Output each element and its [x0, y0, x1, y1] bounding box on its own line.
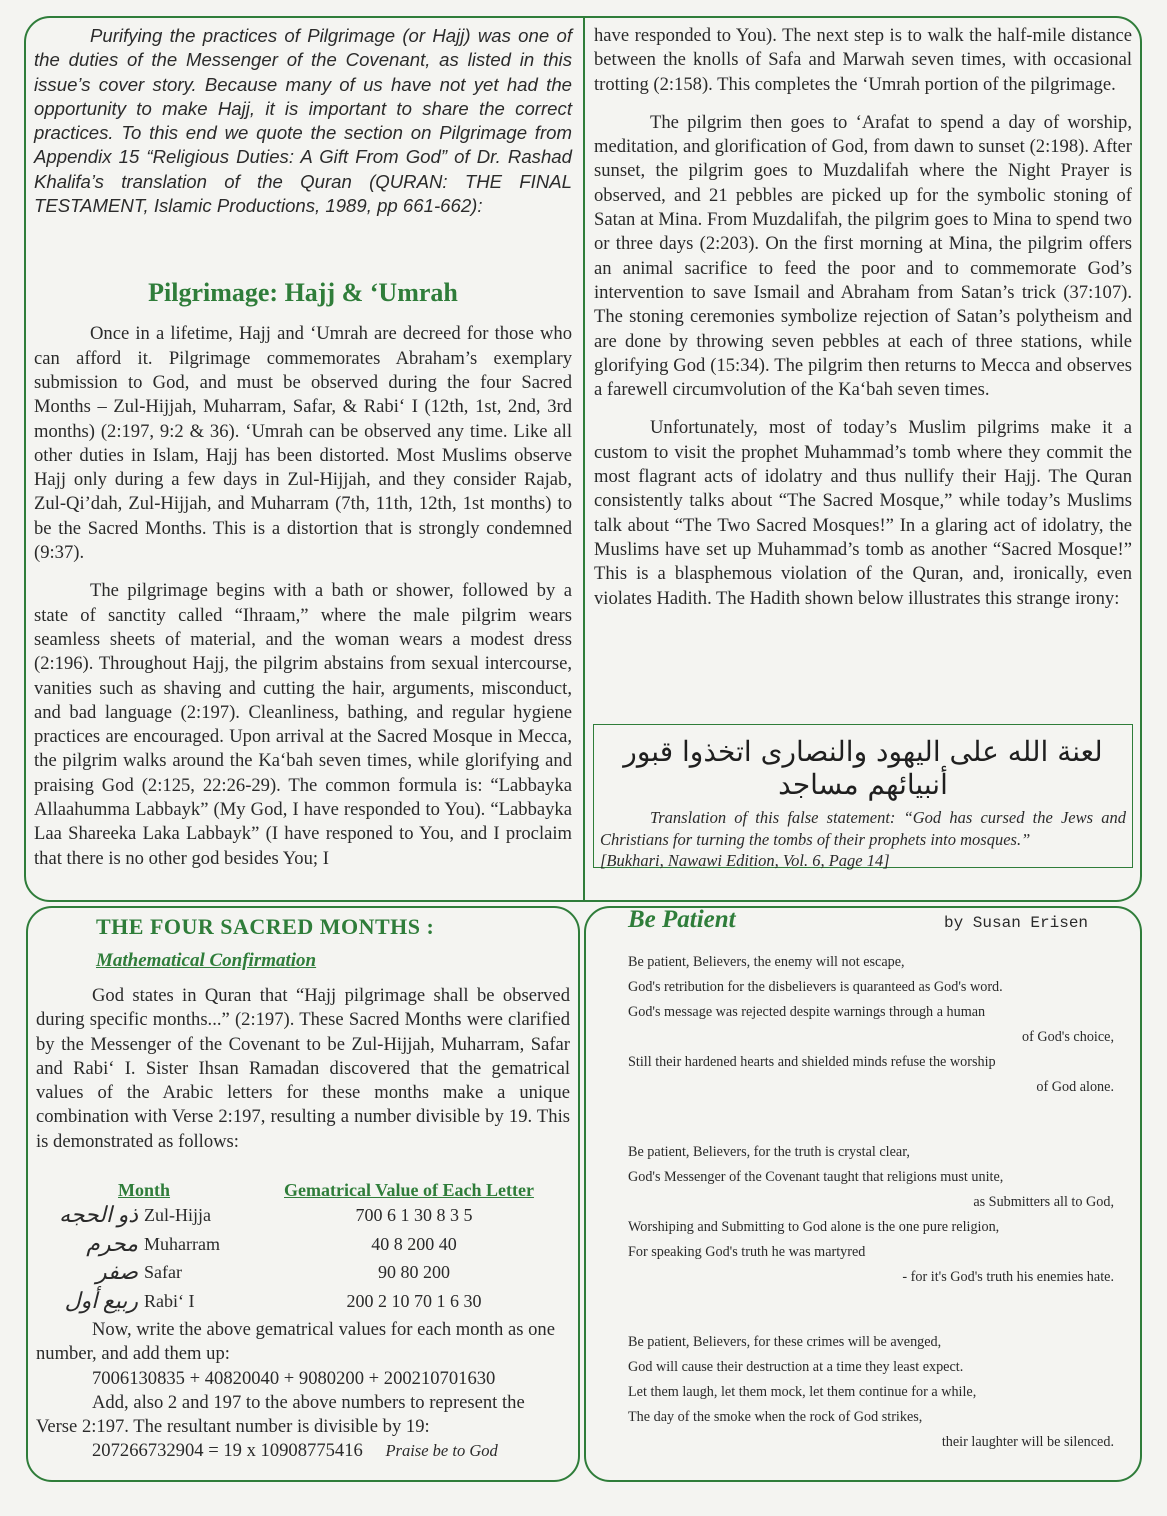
- calc-result-line: [36, 1439, 570, 1463]
- month-arabic: ذو الحجه: [59, 1202, 138, 1227]
- months-title: THE FOUR SACRED MONTHS :: [96, 914, 435, 939]
- column-divider: [583, 16, 585, 902]
- intro-paragraph: Purifying the practices of Pilgrimage (or Hajj) was one of the duties of the Messenger of the Covenant, as listed in this issue’s cover story. Because many of us have not yet had the opportunity to make Hajj, it is important to share the correct practices. To this end we quote the section on Pilgrimage from Appendix 15 “Religious Duties: A Gift From God” of Dr. Rashad Khalifa’s translation of the Quran (QURAN: THE FINAL TESTAMENT, Islamic Productions, 1989, pp 661-662):: [34, 25, 572, 217]
- month-value: 700 6 1 30 8 3 5: [355, 1205, 473, 1225]
- hadith-box: [593, 724, 1133, 868]
- month-name: Zul-Hijja: [144, 1205, 211, 1225]
- article-paragraph: The pilgrim then goes to ‘Arafat to spend a day of worship, meditation, and glorification of God, from dawn to sunset (2:198). After sunset, the pilgrim goes to Muzdalifah where the Night Prayer is observed, and 21 pebbles are picked up for the symbolic stoning of Satan at Mina. From Muzdalifah, the pilgrim goes to Mina to spend two or three days (2:203). On the first morning at Mina, the pilgrim offers an animal sacrifice to feed the poor and to commemorate God’s intervention to save Ismail and Abraham from Satan’s trick (37:107). The stoning ceremonies symbolize rejection of Satan’s polytheism and are done by throwing seven pebbles at each of three stations, while glorifying God (15:34). The pilgrim then returns to Mecca and observes a farewell circumvolution of the Ka‘bah seven times.: [594, 111, 1132, 401]
- poem-line: God's Messenger of the Covenant taught that religions must unite,: [628, 1169, 1004, 1185]
- month-arabic: صفر: [96, 1259, 138, 1284]
- poem-line: of God's choice,: [1022, 1029, 1114, 1045]
- calc-instruction: [36, 1318, 570, 1367]
- table-row: [36, 1258, 570, 1287]
- article-paragraph: Unfortunately, most of today’s Muslim pilgrims make it a custom to visit the prophet Muhammad’s tomb where they commit the most flagrant acts of idolatry and thus nullify their Hajj. The Quran consistently talks about “The Sacred Mosque,” while today’s Muslims talk about “The Two Sacred Mosques!” In a glaring act of idolatry, the Muslims have set up Muhammad’s tomb as another “Sacred Mosque!” This is a blasphemous violation of the Quran, and, ironically, even violates Hadith. The Hadith shown below illustrates this strange irony:: [594, 417, 1132, 609]
- left-column: [34, 24, 572, 885]
- poem-line: of God alone.: [1036, 1079, 1114, 1095]
- article-paragraph: have responded to You). The next step is to walk the half-mile distance between the knolls of Safa and Marwah seven times, with occasional trotting (2:158). This completes the ‘Umrah portion of the pilgrimage.: [594, 25, 1132, 95]
- stanza-gap: [628, 1100, 1128, 1140]
- month-value: 200 2 10 70 1 6 30: [346, 1290, 482, 1311]
- poem-line: God will cause their destruction at a time they least expect.: [628, 1359, 964, 1375]
- calc-sum: 7006130835 + 40820040 + 9080200 + 200210701630: [92, 1367, 496, 1389]
- month-value: 90 80 200: [378, 1262, 450, 1282]
- calc-text: Now, write the above gematrical values for each month as one number, and add them up:: [36, 1319, 555, 1365]
- poem-body: [628, 950, 1128, 1455]
- article-paragraph: Once in a lifetime, Hajj and ‘Umrah are decreed for those who can afford it. Pilgrimage commemorates Abraham’s exemplary submission to God, and must be observed during the four Sacred Months – Zul-Hijjah, Muharram, Safar, & Rabi‘ I (12th, 1st, 2nd, 3rd months) (2:197, 9:2 & 36). ‘Umrah can be observed any time. Like all other duties in Islam, Hajj has been distorted. Most Muslims observe Hajj only during a few days in Zul-Hijjah, and they consider Rajab, Zul-Qi’dah, Zul-Hijjah, and Muharram (7th, 11th, 12th, 1st months) to be the Sacred Months. This is a distortion that is strongly condemned (9:37).: [34, 323, 572, 564]
- months-paragraph: God states in Quran that “Hajj pilgrimage shall be observed during specific months...” (2:197). These Sacred Months were clarified by the Messenger of the Covenant to be Zul-Hijjah, Muharram, Safar and Rabi‘ I. Sister Ihsan Ramadan discovered that the gematrical values of the Arabic letters for these months make a unique combination with Verse 2:197, resulting a number divisible by 19. This is demonstrated as follows:: [36, 985, 570, 1152]
- praise-text: Praise be to God: [385, 1441, 498, 1461]
- month-table: [36, 1180, 570, 1315]
- poem-line: as Submitters all to God,: [973, 1194, 1114, 1210]
- stanza-gap: [628, 1290, 1128, 1330]
- poem-line: Worshiping and Submitting to God alone is the one pure religion,: [628, 1219, 1000, 1235]
- calc-result: 207266732904 = 19 x 10908775416: [92, 1440, 363, 1462]
- poem-line: Be patient, Believers, the enemy will not escape,: [628, 954, 905, 970]
- poem-line: God's retribution for the disbelievers is quaranteed as God's word.: [628, 979, 1003, 995]
- poem-line: The day of the smoke when the rock of God strikes,: [628, 1409, 923, 1425]
- article-title: Pilgrimage: Hajj & ‘Umrah: [148, 278, 458, 308]
- months-calculation: [36, 1318, 570, 1464]
- poem-author: by Susan Erisen: [944, 914, 1089, 932]
- month-header: Month: [118, 1180, 171, 1200]
- hadith-citation: [Bukhari, Nawawi Edition, Vol. 6, Page 14]: [600, 851, 890, 870]
- poem-line: their laughter will be silenced.: [941, 1434, 1114, 1450]
- poem-title: Be Patient: [628, 906, 736, 933]
- hadith-arabic: لعنة الله على اليهود والنصارى اتخذوا قبور أنبيائهم مساجد: [623, 735, 1103, 801]
- poem-line: Be patient, Believers, for these crimes will be avenged,: [628, 1334, 942, 1350]
- month-arabic: محرم: [86, 1230, 138, 1256]
- month-name: Rabi‘ I: [144, 1290, 195, 1311]
- value-header: Gematrical Value of Each Letter: [284, 1180, 534, 1200]
- month-name: Safar: [144, 1262, 182, 1282]
- poem-line: God's message was rejected despite warnings through a human: [628, 1004, 986, 1020]
- months-subtitle: Mathematical Confirmation: [96, 950, 317, 971]
- month-value: 40 8 200 40: [371, 1233, 457, 1254]
- right-column: [594, 24, 1132, 625]
- month-name: Muharram: [144, 1233, 220, 1254]
- poem-line: For speaking God's truth he was martyred: [628, 1244, 866, 1260]
- table-row: [36, 1201, 570, 1230]
- table-row: [36, 1230, 570, 1259]
- poem-line: Still their hardened hearts and shielded minds refuse the worship: [628, 1054, 996, 1070]
- calc-instruction: [36, 1391, 570, 1440]
- poem-line: Be patient, Believers, for the truth is crystal clear,: [628, 1144, 910, 1160]
- poem-line: Let them laugh, let them mock, let them continue for a while,: [628, 1384, 977, 1400]
- hadith-translation: Translation of this false statement: “God has cursed the Jews and Christians for turning the tombs of their prophets into mosques.”: [600, 808, 1126, 849]
- month-table-header: [36, 1180, 570, 1201]
- month-arabic: ربيع أول: [64, 1287, 138, 1313]
- poem-line: - for it's God's truth his enemies hate.: [902, 1269, 1114, 1285]
- months-body: [36, 984, 570, 1154]
- calc-text: Add, also 2 and 197 to the above numbers to represent the Verse 2:197. The resultant number is divisible by 19:: [36, 1391, 525, 1438]
- article-paragraph: The pilgrimage begins with a bath or shower, followed by a state of sanctity called “Ihraam,” where the male pilgrim wears seamless sheets of material, and the woman wears a modest dress (2:196). Throughout Hajj, the pilgrim abstains from sexual intercourse, vanities such as shaving and cutting the hair, arguments, misconduct, and bad language (2:197). Cleanliness, bathing, and regular hygiene practices are encouraged. Upon arrival at the Sacred Mosque in Mecca, the pilgrim walks around the Ka‘bah seven times, while glorifying and praising God (2:125, 22:26-29). The common formula is: “Labbayka Allaahumma Labbayk” (My God, I have responded to You). “Labbayka Laa Shareeka Laka Labbayk” (I have responed to You, and I proclaim that there is no other god besides You; I: [34, 580, 572, 869]
- table-row: [36, 1287, 570, 1316]
